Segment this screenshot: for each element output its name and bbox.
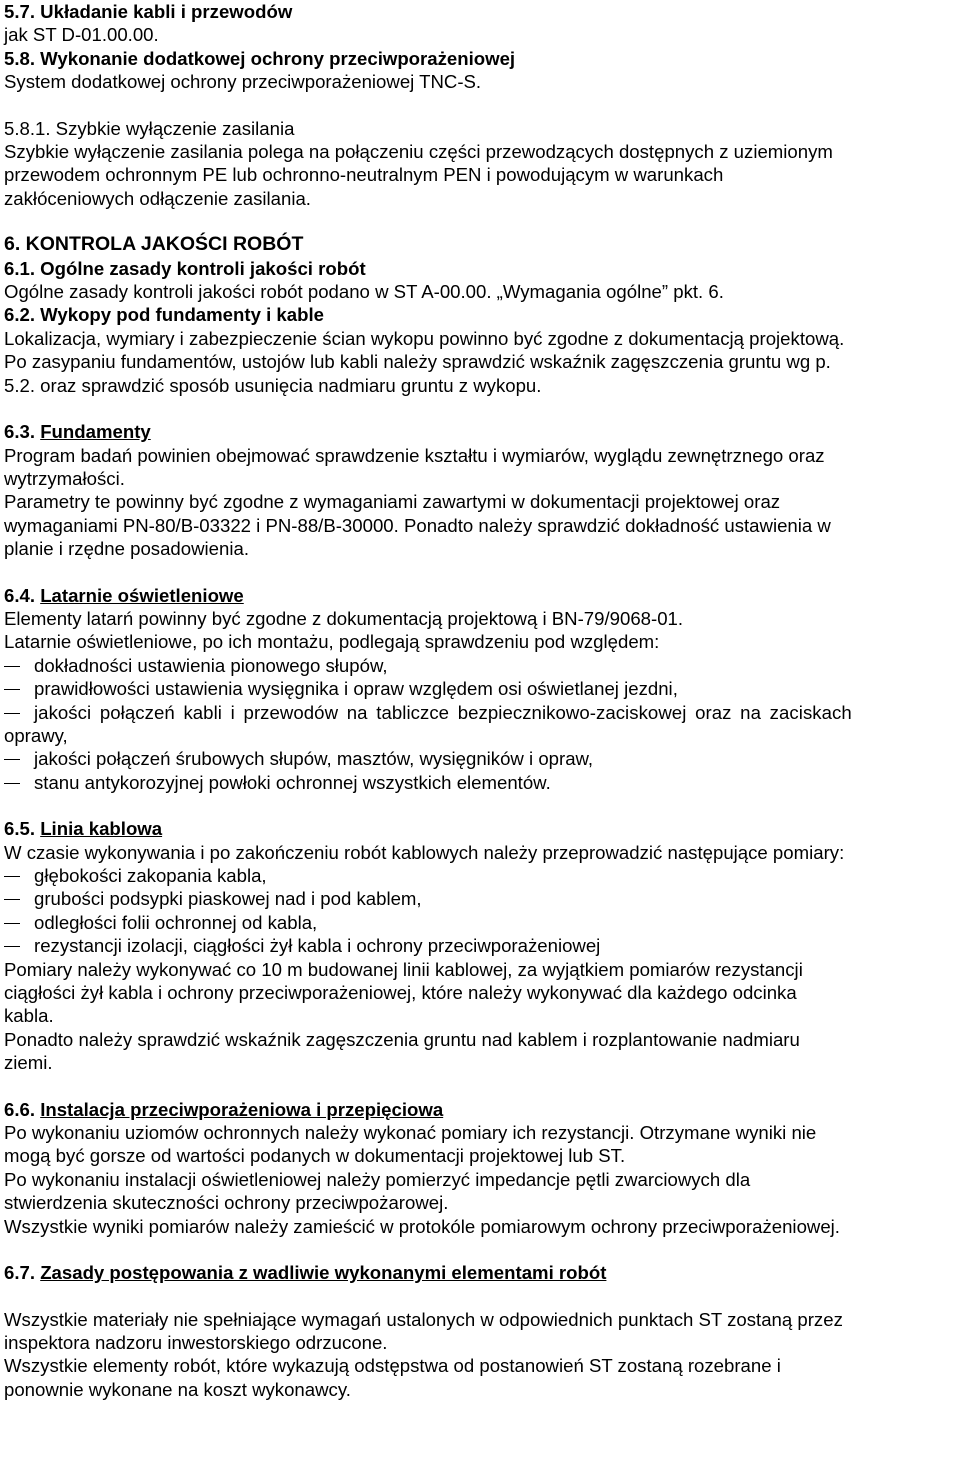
paragraph-line: Parametry te powinny być zgodne z wymaganiami zawartymi w dokumentacji projektowej oraz xyxy=(4,491,781,513)
section-title: Zasady postępowania z wadliwie wykonanymi elementami robót xyxy=(40,1262,607,1284)
list-item-continuation: oprawy, xyxy=(4,724,68,746)
section-number: 6.5. xyxy=(4,818,36,840)
paragraph-line: planie i rzędne posadowienia. xyxy=(4,538,249,560)
list-item: odległości folii ochronnej od kabla, xyxy=(4,911,958,934)
heading-6-5 xyxy=(4,817,958,840)
paragraph: System dodatkowej ochrony przeciwporażeniowej TNC-S. xyxy=(4,71,482,93)
spacer xyxy=(4,397,958,420)
paragraph-line: Wszystkie materiały nie spełniające wymagań ustalonych w odpowiednich punktach ST zostaną przez xyxy=(4,1308,843,1330)
heading-6-4 xyxy=(4,584,958,607)
spacer xyxy=(4,94,958,117)
section-title: Instalacja przeciwporażeniowa i przepięciowa xyxy=(40,1098,444,1120)
paragraph-line: Lokalizacja, wymiary i zabezpieczenie ścian wykopu powinno być zgodne z dokumentacją projektową. xyxy=(4,327,845,349)
spacer xyxy=(4,210,958,233)
paragraph-line: mogą być gorsze od wartości podanych w dokumentacji projektowej lub ST. xyxy=(4,1145,626,1167)
paragraph: W czasie wykonywania i po zakończeniu robót kablowych należy przeprowadzić następujące pomiary: xyxy=(4,841,845,863)
list-item: jakości połączeń kabli i przewodów na tabliczce bezpiecznikowo-zaciskowej oraz na zaciskach xyxy=(4,701,958,724)
paragraph-line: wytrzymałości. xyxy=(4,467,125,489)
paragraph-line: ponownie wykonane na koszt wykonawcy. xyxy=(4,1378,351,1400)
paragraph: Ogólne zasady kontroli jakości robót podano w ST A-00.00. „Wymagania ogólne” pkt. 6. xyxy=(4,281,724,303)
heading-5-8: 5.8. Wykonanie dodatkowej ochrony przeciwporażeniowej xyxy=(4,47,516,69)
paragraph-line: przewodem ochronnym PE lub ochronno-neutralnym PEN i powodującym w warunkach xyxy=(4,164,724,186)
paragraph-line: Szybkie wyłączenie zasilania polega na połączeniu części przewodzących dostępnych z uziemionym xyxy=(4,141,833,163)
list-item: grubości podsypki piaskowej nad i pod kablem, xyxy=(4,887,958,910)
section-title: Fundamenty xyxy=(40,421,151,443)
heading-5-7: 5.7. Układanie kabli i przewodów xyxy=(4,1,293,22)
paragraph-line: Po wykonaniu uziomów ochronnych należy wykonać pomiary ich rezystancji. Otrzymane wyniki nie xyxy=(4,1122,817,1144)
section-number: 6.6. xyxy=(4,1098,36,1120)
spacer xyxy=(4,1285,958,1308)
paragraph-line: Ponadto należy sprawdzić wskaźnik zagęszczenia gruntu nad kablem i rozplantowanie nadmiaru xyxy=(4,1028,800,1050)
spacer xyxy=(4,1075,958,1098)
paragraph-line: inspektora nadzoru inwestorskiego odrzucone. xyxy=(4,1331,388,1353)
spacer xyxy=(4,561,958,584)
paragraph-line: Po zasypaniu fundamentów, ustojów lub kabli należy sprawdzić wskaźnik zagęszczenia gruntu wg p. xyxy=(4,351,831,373)
paragraph-line: Po wykonaniu instalacji oświetleniowej należy pomierzyć impedancje pętli zwarciowych dla xyxy=(4,1168,751,1190)
section-number: 6.7. xyxy=(4,1262,36,1284)
paragraph-line: 5.2. oraz sprawdzić sposób usunięcia nadmiaru gruntu z wykopu. xyxy=(4,374,542,396)
heading-6: 6. KONTROLA JAKOŚCI ROBÓT xyxy=(4,233,304,256)
paragraph-line: Wszystkie elementy robót, które wykazują odstępstwa od postanowień ST zostaną rozebrane i xyxy=(4,1355,781,1377)
heading-6-6 xyxy=(4,1098,958,1121)
list-item: głębokości zakopania kabla, xyxy=(4,864,958,887)
paragraph-line: Program badań powinien obejmować sprawdzenie kształtu i wymiarów, wyglądu zewnętrznego oraz xyxy=(4,444,825,466)
paragraph-line: Latarnie oświetleniowe, po ich montażu, podlegają sprawdzeniu pod względem: xyxy=(4,631,660,653)
section-title: Latarnie oświetleniowe xyxy=(40,584,244,606)
paragraph-line: kabla. xyxy=(4,1005,54,1027)
list-item: prawidłowości ustawienia wysięgnika i opraw względem osi oświetlanej jezdni, xyxy=(4,677,958,700)
paragraph-line: ciągłości żył kabla i ochrony przeciwporażeniowej, które należy wykonywać dla każdego odcinka xyxy=(4,982,797,1004)
paragraph-line: stwierdzenia skuteczności ochrony przeciwpożarowej. xyxy=(4,1192,449,1214)
list-item: rezystancji izolacji, ciągłości żył kabla i ochrony przeciwporażeniowej xyxy=(4,934,958,957)
heading-5-8-1: 5.8.1. Szybkie wyłączenie zasilania xyxy=(4,117,295,139)
paragraph-line: wymaganiami PN-80/B-03322 i PN-88/B-30000. Ponadto należy sprawdzić dokładność ustawienia w xyxy=(4,514,831,536)
list-item: jakości połączeń śrubowych słupów, masztów, wysięgników i opraw, xyxy=(4,747,958,770)
list-item: stanu antykorozyjnej powłoki ochronnej wszystkich elementów. xyxy=(4,771,958,794)
list-item: dokładności ustawienia pionowego słupów, xyxy=(4,654,958,677)
document-page xyxy=(4,0,958,1401)
heading-6-7 xyxy=(4,1261,958,1284)
paragraph-line: Elementy latarń powinny być zgodne z dokumentacją projektową i BN-79/9068-01. xyxy=(4,607,684,629)
paragraph-line: Pomiary należy wykonywać co 10 m budowanej linii kablowej, za wyjątkiem pomiarów rezystancji xyxy=(4,958,803,980)
section-number: 6.3. xyxy=(4,421,36,443)
paragraph-line: ziemi. xyxy=(4,1052,53,1074)
section-number: 6.4. xyxy=(4,584,36,606)
heading-6-1: 6.1. Ogólne zasady kontroli jakości robót xyxy=(4,257,366,279)
paragraph-line: Wszystkie wyniki pomiarów należy zamieścić w protokóle pomiarowym ochrony przeciwporażeniowej. xyxy=(4,1215,840,1237)
heading-6-2: 6.2. Wykopy pod fundamenty i kable xyxy=(4,304,324,326)
spacer xyxy=(4,1238,958,1261)
section-title: Linia kablowa xyxy=(40,818,163,840)
paragraph: jak ST D-01.00.00. xyxy=(4,24,159,46)
spacer xyxy=(4,794,958,817)
heading-6-3 xyxy=(4,420,958,443)
paragraph-line: zakłóceniowych odłączenie zasilania. xyxy=(4,187,311,209)
